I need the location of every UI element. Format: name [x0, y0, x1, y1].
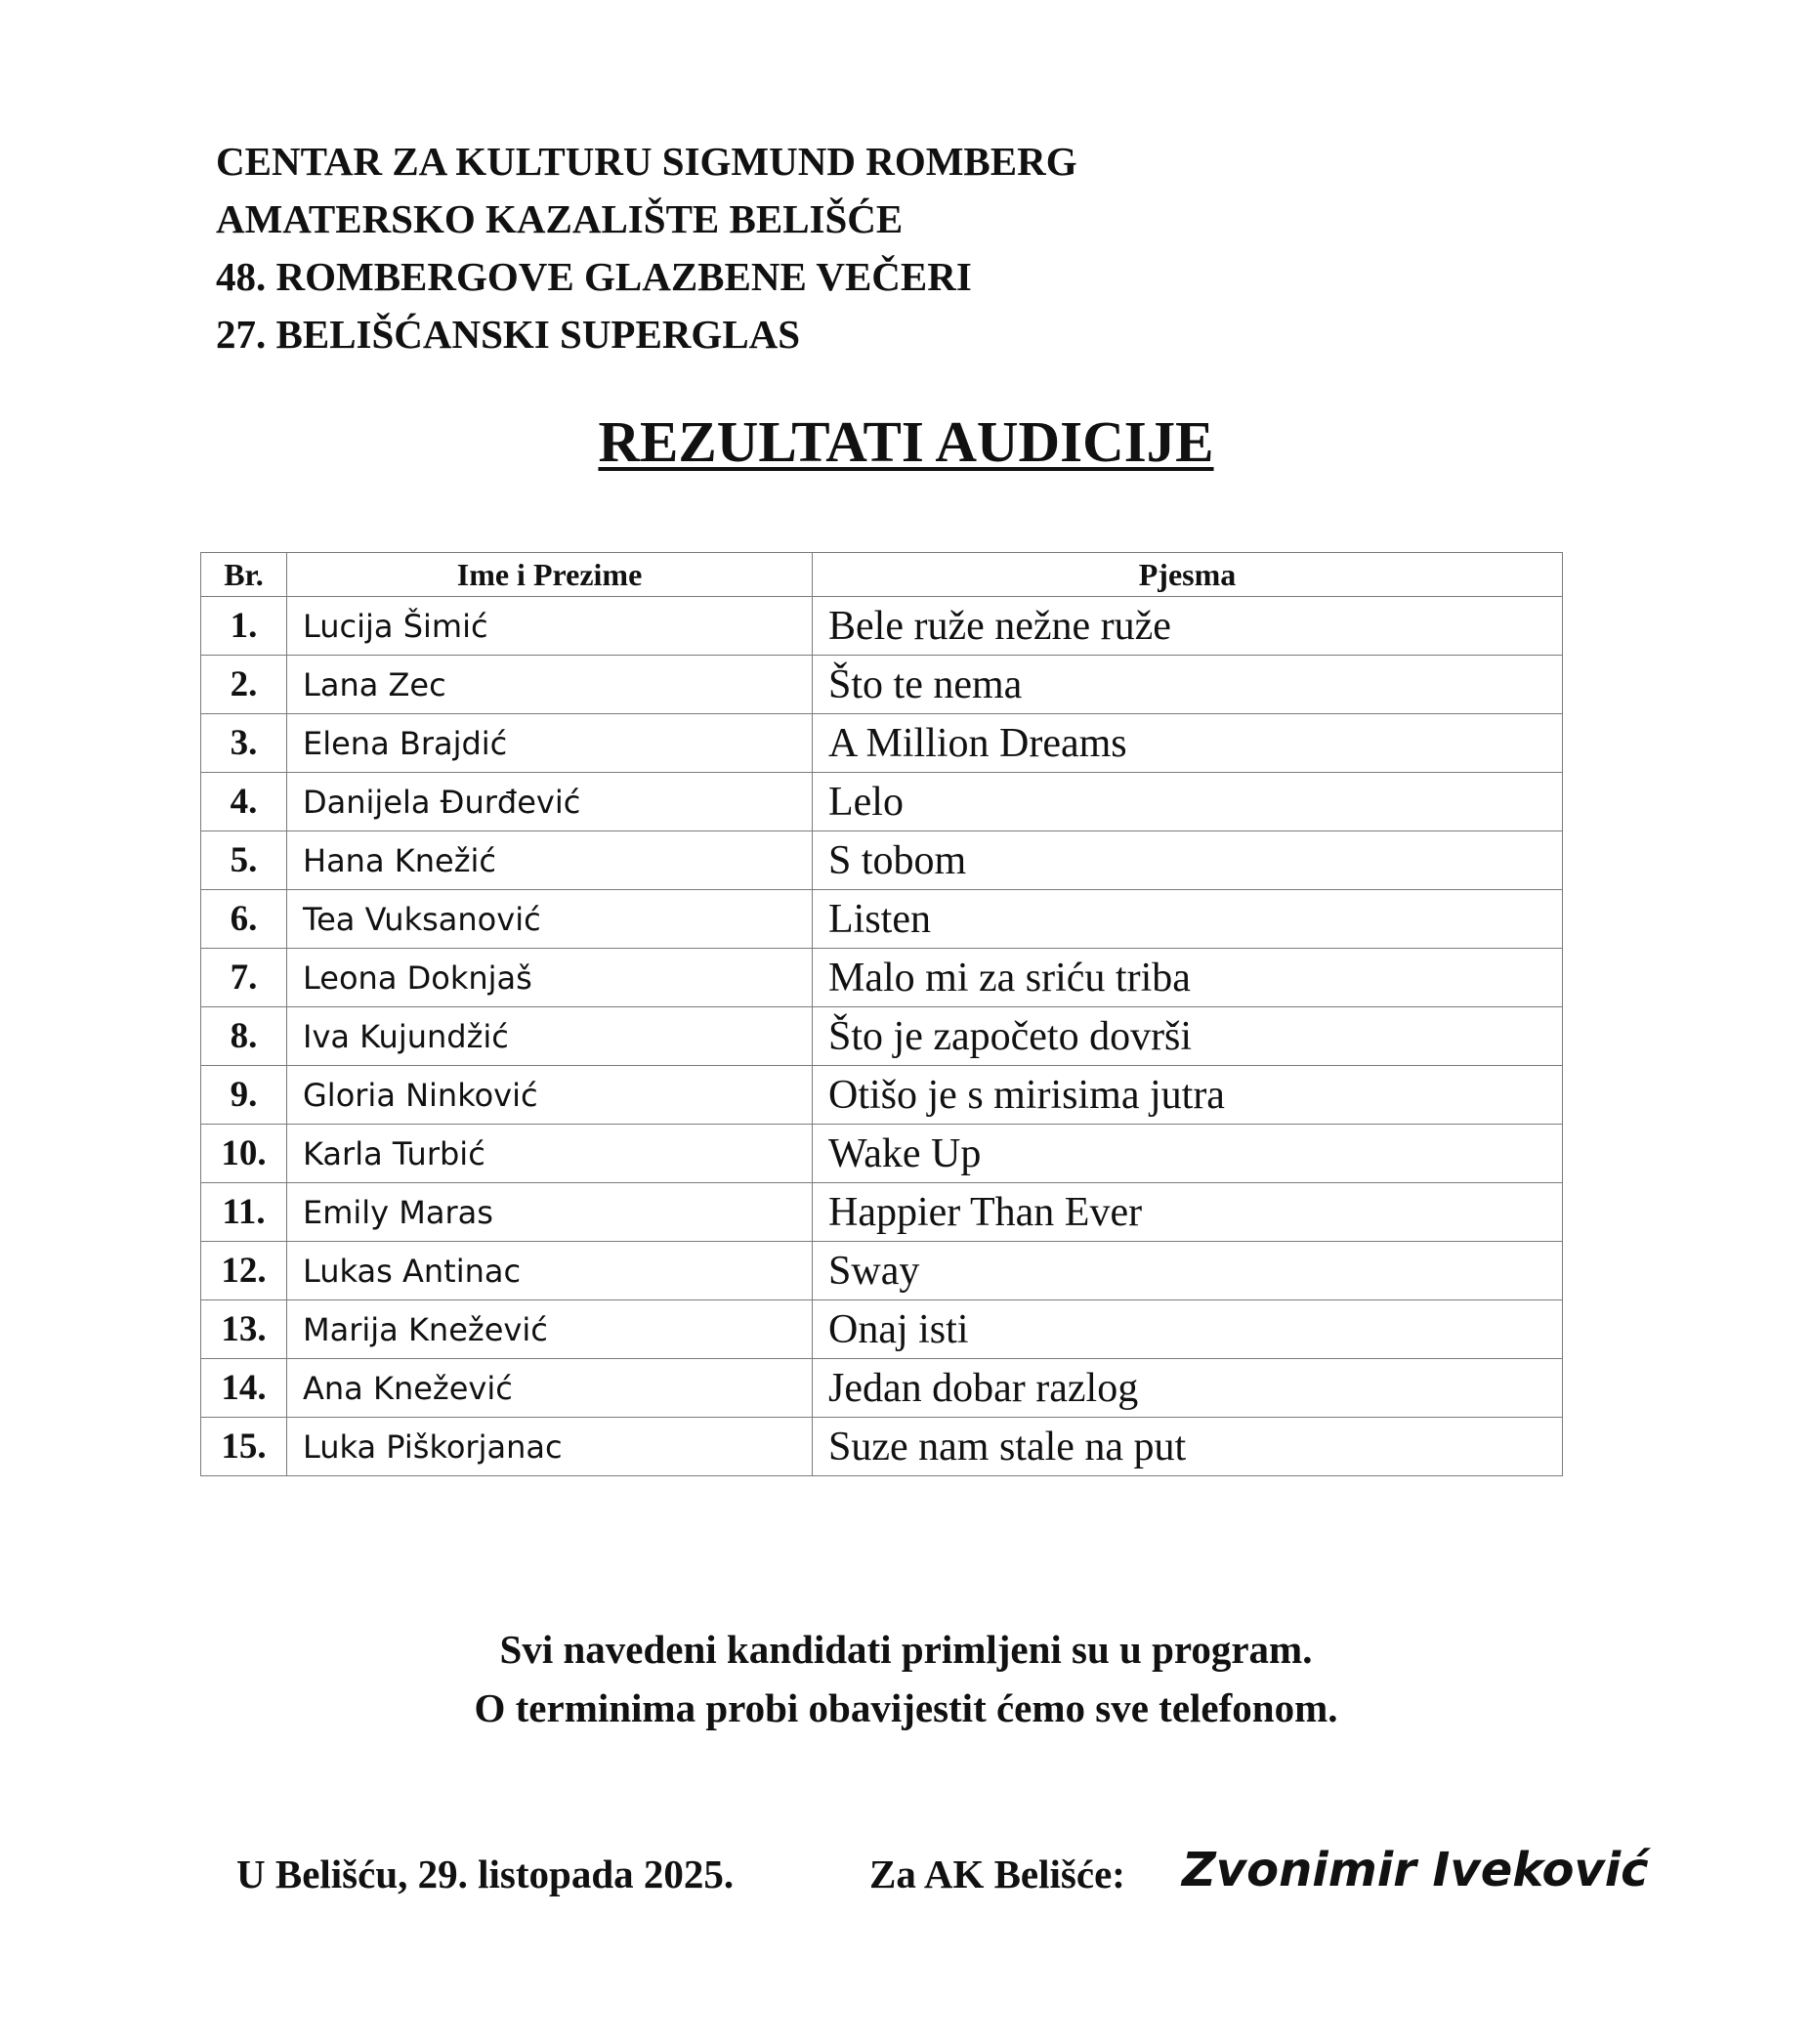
- song-title: Onaj isti: [813, 1300, 1563, 1359]
- table-row: [201, 890, 1563, 949]
- table-row: [201, 597, 1563, 656]
- contestant-name: Emily Maras: [287, 1183, 813, 1242]
- contestant-name: Lana Zec: [287, 656, 813, 714]
- song-title: Listen: [813, 890, 1563, 949]
- row-number: 7.: [201, 949, 287, 1007]
- row-number: 14.: [201, 1359, 287, 1418]
- note-line-admitted: Svi navedeni kandidati primljeni su u program.: [499, 1627, 1313, 1672]
- results-table: [200, 552, 1563, 1476]
- table-row: [201, 1418, 1563, 1476]
- contestant-name: Elena Brajdić: [287, 714, 813, 773]
- table-row: [201, 831, 1563, 890]
- table-row: [201, 1007, 1563, 1066]
- contestant-name: Marija Knežević: [287, 1300, 813, 1359]
- table-row: [201, 1242, 1563, 1300]
- results-table-body: [201, 597, 1563, 1476]
- contestant-name: Gloria Ninković: [287, 1066, 813, 1125]
- place-and-date: U Belišću, 29. listopada 2025.: [236, 1852, 735, 1896]
- table-row: [201, 1125, 1563, 1183]
- song-title: Suze nam stale na put: [813, 1418, 1563, 1476]
- header-line-competition: 27. BELIŠĆANSKI SUPERGLAS: [216, 312, 801, 357]
- column-header-name: Ime i Prezime: [287, 553, 813, 597]
- header-line-theatre: AMATERSKO KAZALIŠTE BELIŠĆE: [216, 196, 904, 241]
- table-row: [201, 656, 1563, 714]
- row-number: 1.: [201, 597, 287, 656]
- contestant-name: Karla Turbić: [287, 1125, 813, 1183]
- header-line-organization: CENTAR ZA KULTURU SIGMUND ROMBERG: [216, 139, 1077, 184]
- song-title: A Million Dreams: [813, 714, 1563, 773]
- column-header-song: Pjesma: [813, 553, 1563, 597]
- document-title: REZULTATI AUDICIJE: [598, 409, 1214, 474]
- song-title: S tobom: [813, 831, 1563, 890]
- table-row: [201, 714, 1563, 773]
- note-line-rehearsals: O terminima probi obavijestit ćemo sve telefonom.: [474, 1685, 1338, 1730]
- row-number: 13.: [201, 1300, 287, 1359]
- admission-note: [0, 1620, 1812, 1737]
- song-title: Lelo: [813, 773, 1563, 831]
- row-number: 15.: [201, 1418, 287, 1476]
- contestant-name: Hana Knežić: [287, 831, 813, 890]
- row-number: 3.: [201, 714, 287, 773]
- row-number: 4.: [201, 773, 287, 831]
- table-row: [201, 1066, 1563, 1125]
- row-number: 2.: [201, 656, 287, 714]
- signatory-label: Za AK Belišće:: [869, 1852, 1125, 1896]
- row-number: 5.: [201, 831, 287, 890]
- contestant-name: Lucija Šimić: [287, 597, 813, 656]
- song-title: Happier Than Ever: [813, 1183, 1563, 1242]
- table-row: [201, 1300, 1563, 1359]
- row-number: 6.: [201, 890, 287, 949]
- table-row: [201, 949, 1563, 1007]
- contestant-name: Lukas Antinac: [287, 1242, 813, 1300]
- song-title: Što je započeto dovrši: [813, 1007, 1563, 1066]
- contestant-name: Luka Piškorjanac: [287, 1418, 813, 1476]
- table-row: [201, 1359, 1563, 1418]
- contestant-name: Iva Kujundžić: [287, 1007, 813, 1066]
- song-title: Bele ruže nežne ruže: [813, 597, 1563, 656]
- row-number: 11.: [201, 1183, 287, 1242]
- column-header-number: Br.: [201, 553, 287, 597]
- song-title: Otišo je s mirisima jutra: [813, 1066, 1563, 1125]
- song-title: Sway: [813, 1242, 1563, 1300]
- contestant-name: Tea Vuksanović: [287, 890, 813, 949]
- organization-header: [216, 133, 1077, 363]
- row-number: 8.: [201, 1007, 287, 1066]
- song-title: Wake Up: [813, 1125, 1563, 1183]
- table-row: [201, 1183, 1563, 1242]
- row-number: 9.: [201, 1066, 287, 1125]
- contestant-name: Danijela Đurđević: [287, 773, 813, 831]
- header-line-event: 48. ROMBERGOVE GLAZBENE VEČERI: [216, 254, 972, 299]
- contestant-name: Ana Knežević: [287, 1359, 813, 1418]
- table-row: [201, 773, 1563, 831]
- row-number: 10.: [201, 1125, 287, 1183]
- song-title: Jedan dobar razlog: [813, 1359, 1563, 1418]
- row-number: 12.: [201, 1242, 287, 1300]
- song-title: Što te nema: [813, 656, 1563, 714]
- signature: Zvonimir Iveković: [1182, 1843, 1649, 1897]
- table-header-row: [201, 553, 1563, 597]
- song-title: Malo mi za sriću triba: [813, 949, 1563, 1007]
- contestant-name: Leona Doknjaš: [287, 949, 813, 1007]
